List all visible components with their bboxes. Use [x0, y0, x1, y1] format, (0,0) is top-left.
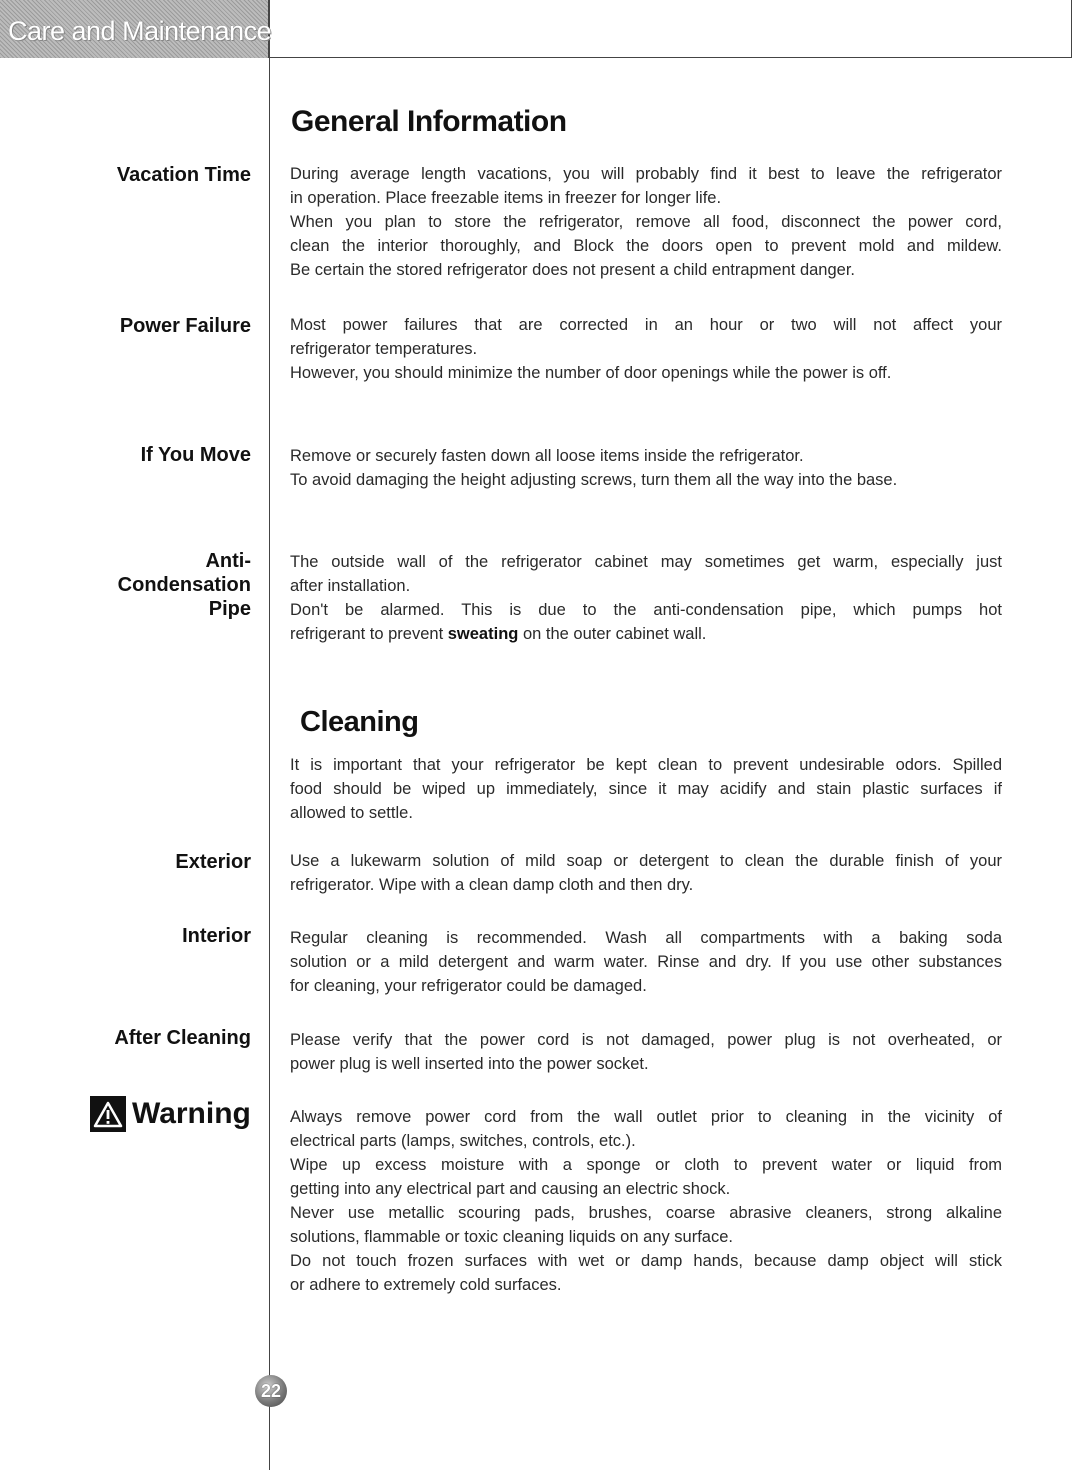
- anti-condensation-pipe-label: [11, 549, 251, 621]
- after-cleaning-label: After Cleaning: [114, 1027, 251, 1049]
- label-line: Condensation: [117, 574, 251, 596]
- warning-title: Warning: [132, 1097, 251, 1130]
- header-right-rule: [1071, 0, 1072, 58]
- text-line: food should be wiped up immediately, since it may acidify and stain plastic surfaces if: [290, 780, 1002, 798]
- text-line: When you plan to store the refrigerator, remove all food, disconnect the power cord,: [290, 213, 1002, 231]
- exterior-label: Exterior: [175, 851, 251, 873]
- text-line: Remove or securely fasten down all loose items inside the refrigerator.: [290, 447, 804, 465]
- column-divider: [269, 58, 270, 1470]
- general-information-heading: General Information: [291, 105, 567, 138]
- label-line: Pipe: [208, 598, 251, 620]
- warning-text: [290, 1105, 1002, 1297]
- text-line: Regular cleaning is recommended. Wash all compartments with a baking soda: [290, 929, 1002, 947]
- interior-text: [290, 926, 1002, 998]
- text-line: solution or a mild detergent and warm water. Rinse and dry. If you use other substances: [290, 953, 1002, 971]
- text-line: Always remove power cord from the wall outlet prior to cleaning in the vicinity of: [290, 1108, 1002, 1126]
- text-line: power plug is well inserted into the power socket.: [290, 1055, 649, 1073]
- text-line: Use a lukewarm solution of mild soap or detergent to clean the durable finish of your: [290, 852, 1002, 870]
- text-line: allowed to settle.: [290, 804, 413, 822]
- text-line: for cleaning, your refrigerator could be damaged.: [290, 977, 647, 995]
- exterior-text: [290, 849, 1002, 897]
- text-line: Wipe up excess moisture with a sponge or cloth to prevent water or liquid from: [290, 1156, 1002, 1174]
- warning-label: [90, 1094, 251, 1134]
- text-line: Most power failures that are corrected in an hour or two will not affect your: [290, 316, 1002, 334]
- text-line: solutions, flammable or toxic cleaning liquids on any surface.: [290, 1228, 733, 1246]
- header-rule: [270, 57, 1072, 58]
- vacation-time-label: Vacation Time: [116, 164, 251, 186]
- section-title: Care and Maintenance: [8, 16, 272, 46]
- text-line: in operation. Place freezable items in freezer for longer life.: [290, 189, 722, 207]
- text-line: However, you should minimize the number of door openings while the power is off.: [290, 364, 892, 382]
- anti-condensation-text: [290, 550, 1002, 646]
- interior-label: Interior: [182, 925, 251, 947]
- text-line: Never use metallic scouring pads, brushes, coarse abrasive cleaners, strong alkaline: [290, 1204, 1002, 1222]
- text-line: electrical parts (lamps, switches, controls, etc.).: [290, 1132, 636, 1150]
- text-line: Be certain the stored refrigerator does not present a child entrapment danger.: [290, 261, 856, 279]
- text-line: after installation.: [290, 577, 411, 595]
- text-line: Do not touch frozen surfaces with wet or damp hands, because damp object will stick: [290, 1252, 1002, 1270]
- cleaning-intro-text: [290, 753, 1002, 825]
- sweating-emphasis: sweating: [447, 625, 519, 643]
- text-line: It is important that your refrigerator be kept clean to prevent undesirable odors. Spilled: [290, 756, 1002, 774]
- if-you-move-text: [290, 444, 1002, 492]
- power-failure-text: [290, 313, 1002, 385]
- section-header-tab: [0, 0, 270, 58]
- text-line: clean the interior thoroughly, and Block the doors open to prevent mold and mildew.: [290, 237, 1002, 255]
- power-failure-label: Power Failure: [119, 315, 251, 337]
- text-line: [290, 622, 1002, 646]
- page-number-badge: 22: [255, 1375, 287, 1407]
- vacation-time-text: [290, 162, 1002, 282]
- text-line: To avoid damaging the height adjusting screws, turn them all the way into the base.: [290, 471, 898, 489]
- text-line: Don't be alarmed. This is due to the anti-condensation pipe, which pumps hot: [290, 601, 1002, 619]
- text-line: During average length vacations, you will probably find it best to leave the refrigerator: [290, 165, 1002, 183]
- text-line: The outside wall of the refrigerator cabinet may sometimes get warm, especially just: [290, 553, 1002, 571]
- if-you-move-label: If You Move: [140, 444, 251, 466]
- text-fragment: on the outer cabinet wall.: [518, 625, 707, 643]
- warning-triangle-icon: [90, 1096, 126, 1132]
- label-line: Anti-: [205, 550, 251, 572]
- cleaning-heading: Cleaning: [300, 706, 419, 738]
- after-cleaning-text: [290, 1028, 1002, 1076]
- text-line: refrigerator temperatures.: [290, 340, 478, 358]
- text-line: getting into any electrical part and causing an electric shock.: [290, 1180, 731, 1198]
- text-line: or adhere to extremely cold surfaces.: [290, 1276, 562, 1294]
- text-line: refrigerator. Wipe with a clean damp cloth and then dry.: [290, 876, 694, 894]
- text-fragment: refrigerant to prevent: [290, 625, 448, 643]
- text-line: Please verify that the power cord is not damaged, power plug is not overheated, or: [290, 1031, 1002, 1049]
